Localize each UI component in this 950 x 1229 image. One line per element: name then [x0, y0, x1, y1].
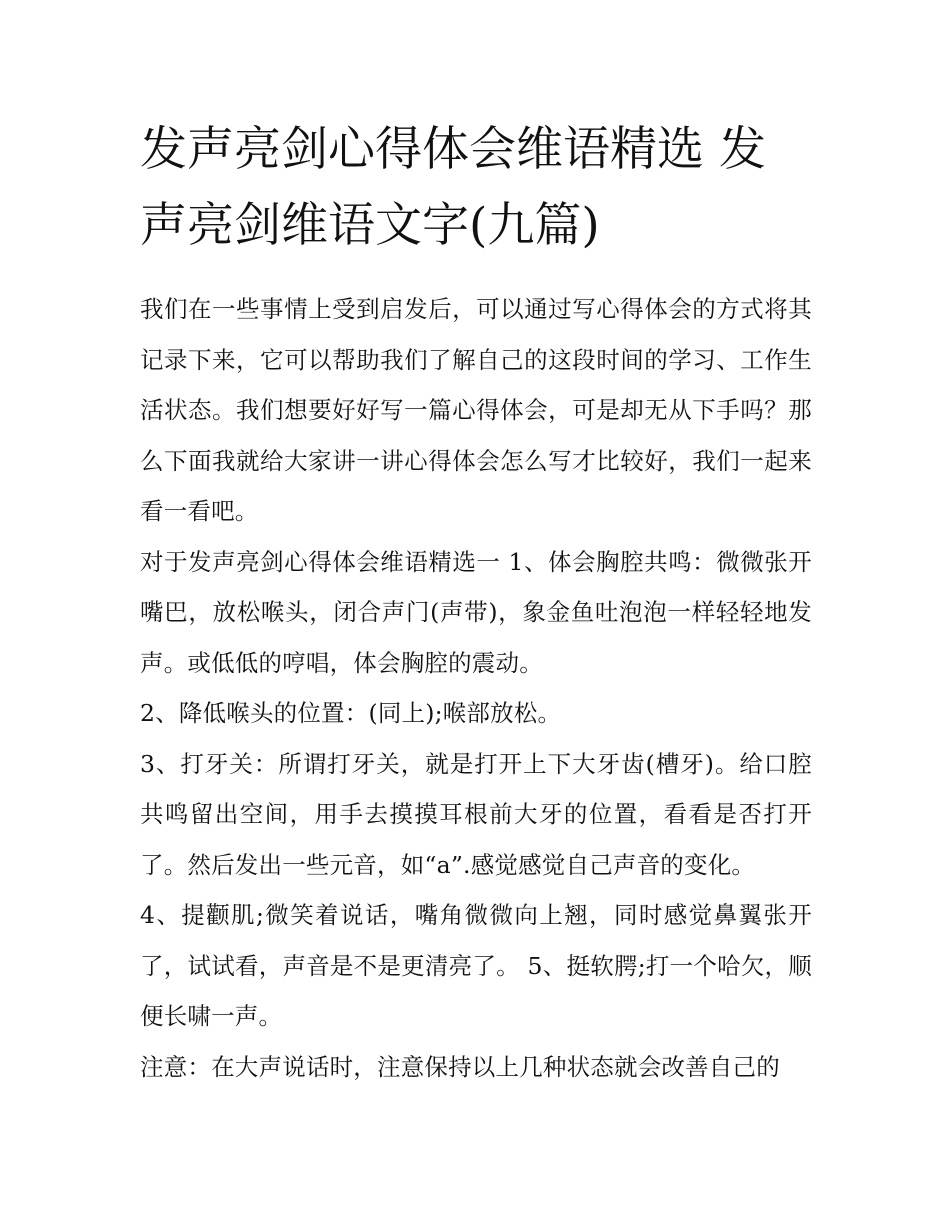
paragraph-note: 注意：在大声说话时，注意保持以上几种状态就会改善自己的 [140, 1052, 780, 1081]
paragraph-intro: 我们在一些事情上受到启发后，可以通过写心得体会的方式将其记录下来，它可以帮助我们了解自己的这段时间的学习、工作生活状态。我们想要好好写一篇心得体会，可是却无从下手吗？那么下面我就给大家讲一讲心得体会怎么写才比较好，我们一起来看一看吧。 [140, 295, 812, 525]
paragraph-lower-larynx: 2、降低喉头的位置：(同上);喉部放松。 [140, 699, 562, 727]
document-body [140, 284, 812, 1092]
document-title: 发声亮剑心得体会维语精选 发声亮剑维语文字(九篇) [140, 122, 766, 253]
document-page [140, 112, 812, 1092]
paragraph-cheek-muscles: 4、提颧肌;微笑着说话，嘴角微微向上翘，同时感觉鼻翼张开了，试试看，声音是不是更清亮了。 5、挺软腭;打一个哈欠，顺便长啸一声。 [140, 901, 812, 1030]
paragraph-chest-resonance: 对于发声亮剑心得体会维语精选一 1、体会胸腔共鸣：微微张开嘴巴，放松喉头，闭合声门(声带)，象金鱼吐泡泡一样轻轻地发声。或低低的哼唱，体会胸腔的震动。 [140, 547, 812, 677]
paragraph-open-jaw: 3、打牙关：所谓打牙关，就是打开上下大牙齿(槽牙)。给口腔共鸣留出空间，用手去摸摸耳根前大牙的位置，看看是否打开了。然后发出一些元音，如“a”.感觉感觉自己声音的变化。 [140, 749, 812, 879]
